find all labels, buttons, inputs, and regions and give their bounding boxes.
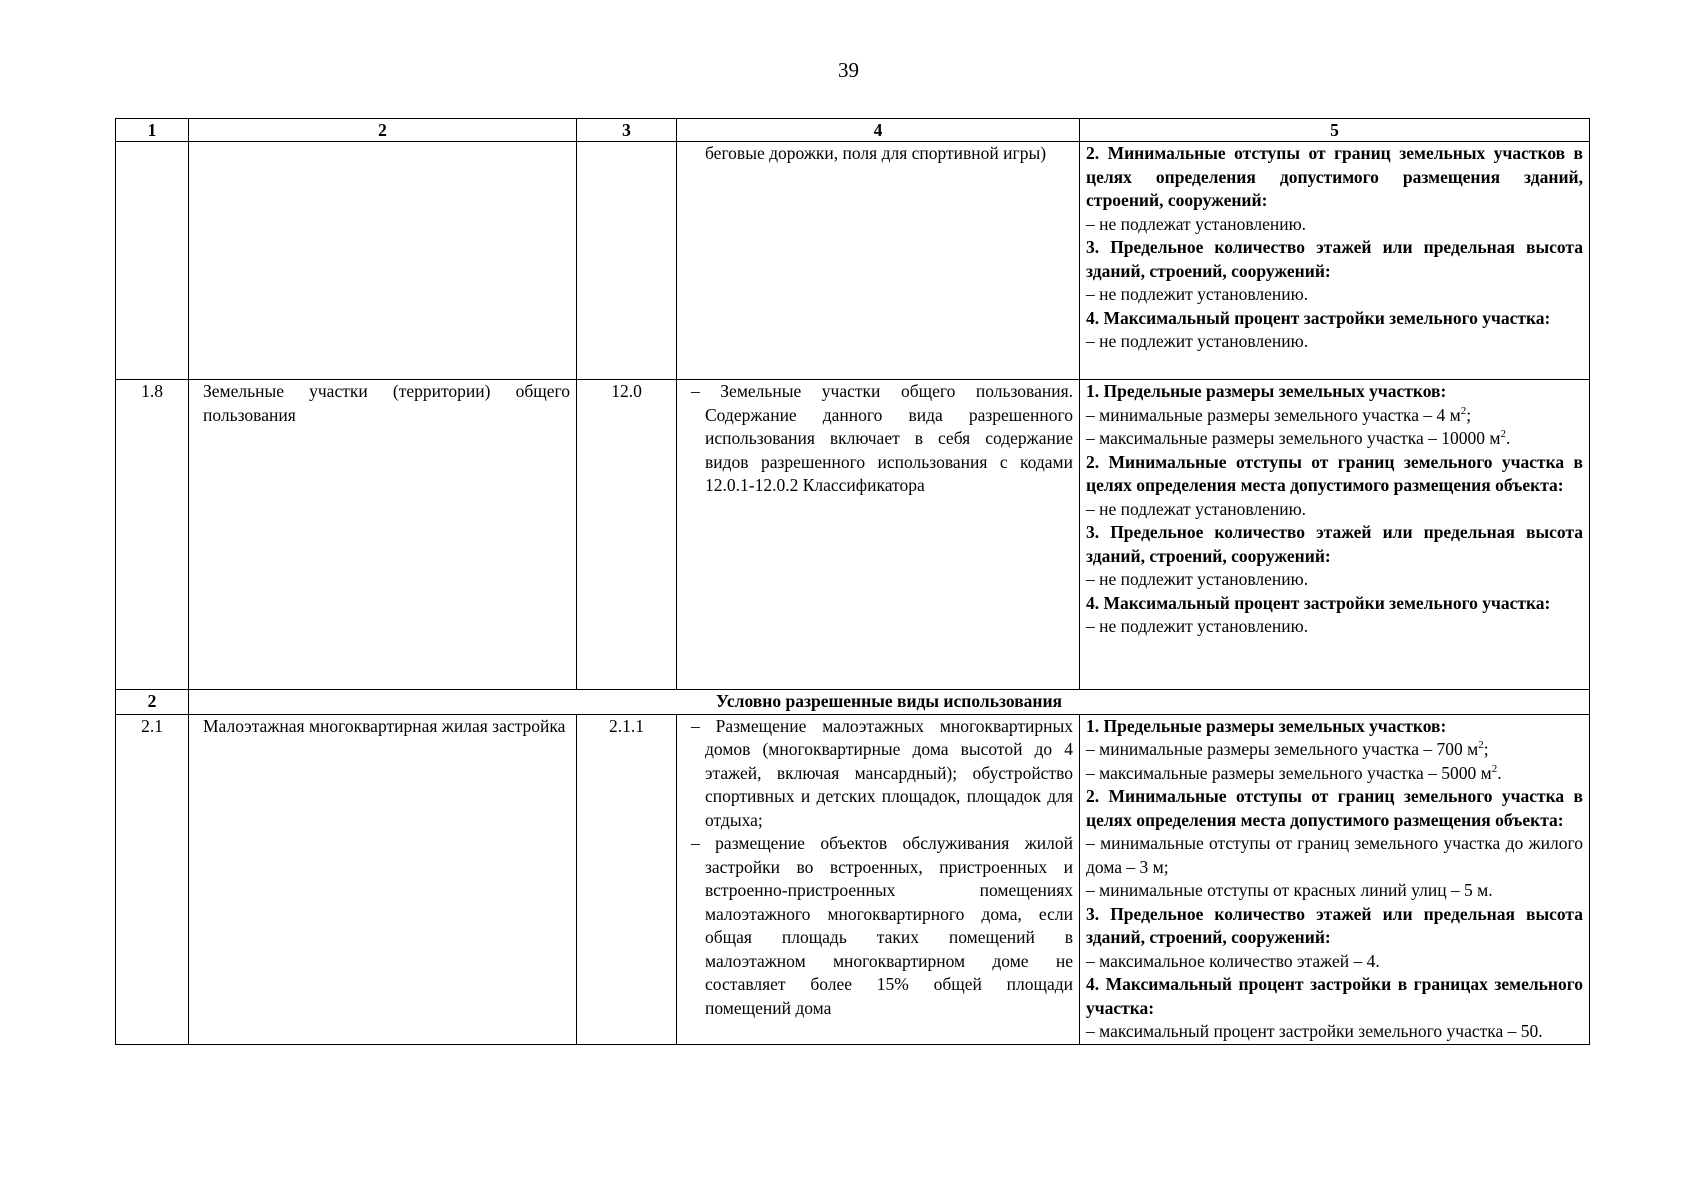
param-heading: 3. Предельное количество этажей или предельная высота зданий, строений, сооружений: — [1086, 237, 1583, 281]
param-heading: 1. Предельные размеры земельных участков: — [1086, 381, 1447, 401]
cell-num — [116, 142, 189, 380]
param-value: – минимальные отступы от границ земельного участка до жилого дома – 3 м; — [1086, 833, 1583, 877]
header-col-5: 5 — [1080, 119, 1590, 142]
param-heading: 2. Минимальные отступы от границ земельных участков в целях определения допустимого размещения зданий, строений, сооружений: — [1086, 143, 1583, 210]
cell-name: Земельные участки (территории) общего пользования — [189, 380, 577, 690]
param-value: – не подлежит установлению. — [1086, 569, 1309, 589]
param-value: – минимальные размеры земельного участка – 4 $м^2$; — [1086, 404, 1472, 425]
header-col-4: 4 — [677, 119, 1080, 142]
param-value: – не подлежит установлению. — [1086, 616, 1309, 636]
table-row-continuation — [116, 142, 1590, 380]
cell-num: 2.1 — [116, 714, 189, 1044]
cell-num: 1.8 — [116, 380, 189, 690]
cell-description — [677, 380, 1080, 690]
param-heading: 2. Минимальные отступы от границ земельного участка в целях определения места допустимого размещения объекта: — [1086, 786, 1583, 830]
param-heading: 3. Предельное количество этажей или предельная высота зданий, строений, сооружений: — [1086, 903, 1583, 947]
param-value: – максимальные размеры земельного участка – 5000 $м^2$. — [1086, 762, 1502, 783]
param-value: – не подлежит установлению. — [1086, 331, 1309, 351]
table-row-1-8 — [116, 380, 1590, 690]
param-value: – минимальные размеры земельного участка – 700 $м^2$; — [1086, 739, 1489, 759]
param-value: – максимальный процент застройки земельного участка – 50. — [1086, 1021, 1543, 1041]
cell-parameters — [1080, 714, 1590, 1044]
description-text: беговые дорожки, поля для спортивной игры) — [705, 143, 1047, 163]
description-text: – Земельные участки общего пользования. Содержание данного вида разрешенного использования включает в себя содержание видов разрешенного использования с кодами 12.0.1-12.0.2 Классификатора — [691, 381, 1073, 495]
header-col-3: 3 — [577, 119, 677, 142]
param-heading: 2. Минимальные отступы от границ земельного участка в целях определения места допустимого размещения объекта: — [1086, 451, 1583, 495]
param-heading: 3. Предельное количество этажей или предельная высота зданий, строений, сооружений: — [1086, 522, 1583, 566]
param-value: – не подлежат установлению. — [1086, 213, 1307, 234]
cell-code — [577, 142, 677, 380]
table-header-row — [116, 119, 1590, 142]
cell-name — [189, 142, 577, 380]
section-row-2 — [116, 690, 1590, 715]
cell-parameters — [1080, 142, 1590, 380]
section-num: 2 — [116, 690, 189, 715]
param-value: – максимальное количество этажей – 4. — [1086, 950, 1380, 971]
table-row-2-1 — [116, 714, 1590, 1044]
zoning-table — [115, 118, 1590, 1045]
description-text: – размещение объектов обслуживания жилой застройки во встроенных, пристроенных и встроенно-пристроенных помещениях малоэтажного многоквартирного дома, если общая площадь таких помещений в малоэтажном многоквартирном доме не составляет более 15% общей площади помещений дома — [691, 833, 1073, 1018]
cell-description — [677, 142, 1080, 380]
param-heading: 4. Максимальный процент застройки земельного участка: — [1086, 592, 1551, 613]
header-col-1: 1 — [116, 119, 189, 142]
header-col-2: 2 — [189, 119, 577, 142]
cell-parameters — [1080, 380, 1590, 690]
cell-code: 2.1.1 — [577, 714, 677, 1044]
param-heading: 4. Максимальный процент застройки земельного участка: — [1086, 307, 1551, 328]
param-value: – минимальные отступы от красных линий улиц – 5 м. — [1086, 880, 1493, 900]
cell-code: 12.0 — [577, 380, 677, 690]
param-value: – не подлежит установлению. — [1086, 284, 1309, 304]
param-heading: 1. Предельные размеры земельных участков: — [1086, 715, 1447, 736]
page-number: 39 — [838, 58, 859, 82]
description-text: – Размещение малоэтажных многоквартирных домов (многоквартирные дома высотой до 4 этажей, включая мансардный); обустройство спортивных и детских площадок, площадок для отдыха; — [691, 715, 1073, 830]
param-value: – не подлежат установлению. — [1086, 498, 1307, 519]
cell-description — [677, 714, 1080, 1044]
section-title: Условно разрешенные виды использования — [189, 690, 1590, 715]
param-value: – максимальные размеры земельного участка – 10000 $м^2$. — [1086, 428, 1511, 448]
param-heading: 4. Максимальный процент застройки в границах земельного участка: — [1086, 974, 1583, 1018]
cell-name: Малоэтажная многоквартирная жилая застройка — [189, 714, 577, 1044]
